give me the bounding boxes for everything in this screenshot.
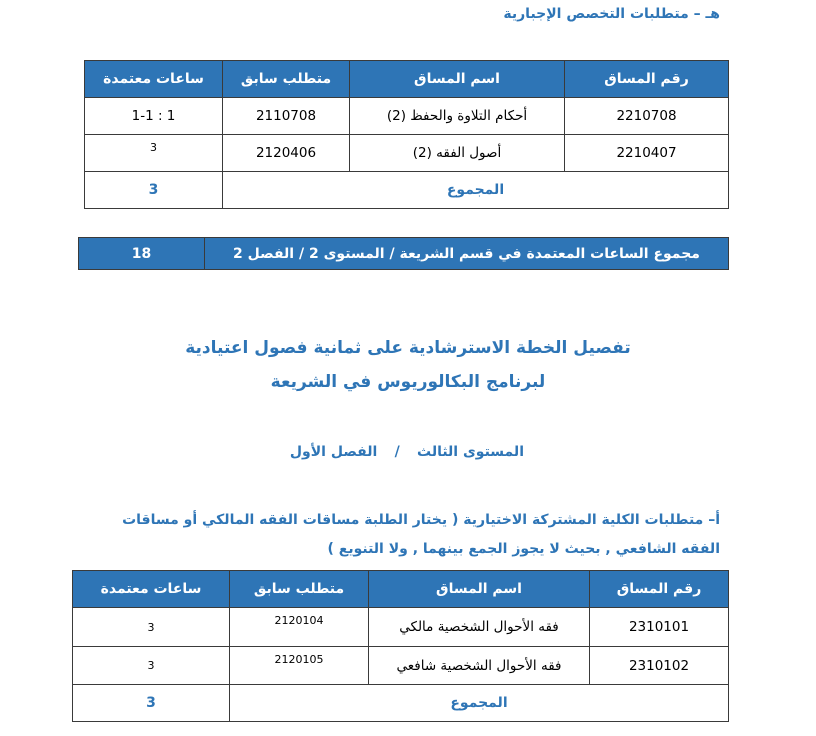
cell-hours: 3 <box>73 647 230 685</box>
total-label: المجموع <box>223 172 729 209</box>
section-a-table <box>72 570 729 722</box>
level-line <box>290 444 524 460</box>
section-a-heading-line1: أ– متطلبات الكلية المشتركة الاختيارية ( يختار الطلبة مساقات الفقه المالكي أو مساقات <box>122 512 720 528</box>
table-total-row <box>85 172 729 209</box>
cell-hours: 3 <box>73 608 230 647</box>
semester-text: الفصل الأول <box>289 444 378 460</box>
cell-hours: 1-1 : 1 <box>85 98 223 135</box>
header-prereq: متطلب سابق <box>223 61 350 98</box>
table-row <box>73 647 729 685</box>
table-row <box>85 135 729 172</box>
header-course-name: اسم المساق <box>369 571 590 608</box>
table-header-row <box>73 571 729 608</box>
header-course-name: اسم المساق <box>350 61 565 98</box>
level-separator: / <box>394 444 400 460</box>
header-course-no: رقم المساق <box>590 571 729 608</box>
total-value: 3 <box>85 172 223 209</box>
cell-course-no: 2210708 <box>565 98 729 135</box>
summary-bar <box>78 237 729 270</box>
plan-title-line2: لبرنامج البكالوريوس في الشريعة <box>270 372 546 392</box>
header-prereq: متطلب سابق <box>230 571 369 608</box>
plan-title-line1: تفصيل الخطة الاسترشادية على ثمانية فصول اعتيادية <box>185 338 631 358</box>
section-a-heading-line2: الفقه الشافعي , بحيث لا يجوز الجمع بينهما , ولا التنويع ) <box>327 541 720 557</box>
cell-course-no: 2210407 <box>565 135 729 172</box>
summary-label: مجموع الساعات المعتمدة في قسم الشريعة / المستوى 2 / الفصل 2 <box>205 238 729 270</box>
table-header-row <box>85 61 729 98</box>
cell-prereq: 2120105 <box>230 647 369 685</box>
header-hours: ساعات معتمدة <box>85 61 223 98</box>
total-value: 3 <box>73 685 230 722</box>
cell-course-no: 2310102 <box>590 647 729 685</box>
table-total-row <box>73 685 729 722</box>
summary-value: 18 <box>79 238 205 270</box>
section-h-heading: هـ – متطلبات التخصص الإجبارية <box>503 6 720 22</box>
section-h-table <box>84 60 729 209</box>
header-course-no: رقم المساق <box>565 61 729 98</box>
cell-prereq: 2120104 <box>230 608 369 647</box>
table-row <box>73 608 729 647</box>
header-hours: ساعات معتمدة <box>73 571 230 608</box>
cell-prereq: 2120406 <box>223 135 350 172</box>
cell-course-name: فقه الأحوال الشخصية شافعي <box>369 647 590 685</box>
cell-course-name: أحكام التلاوة والحفظ (2) <box>350 98 565 135</box>
cell-course-name: فقه الأحوال الشخصية مالكي <box>369 608 590 647</box>
total-label: المجموع <box>230 685 729 722</box>
cell-prereq: 2110708 <box>223 98 350 135</box>
table-row <box>85 98 729 135</box>
level-text: المستوى الثالث <box>417 444 524 460</box>
cell-course-no: 2310101 <box>590 608 729 647</box>
cell-course-name: أصول الفقه (2) <box>350 135 565 172</box>
cell-hours: 3 <box>85 135 223 172</box>
